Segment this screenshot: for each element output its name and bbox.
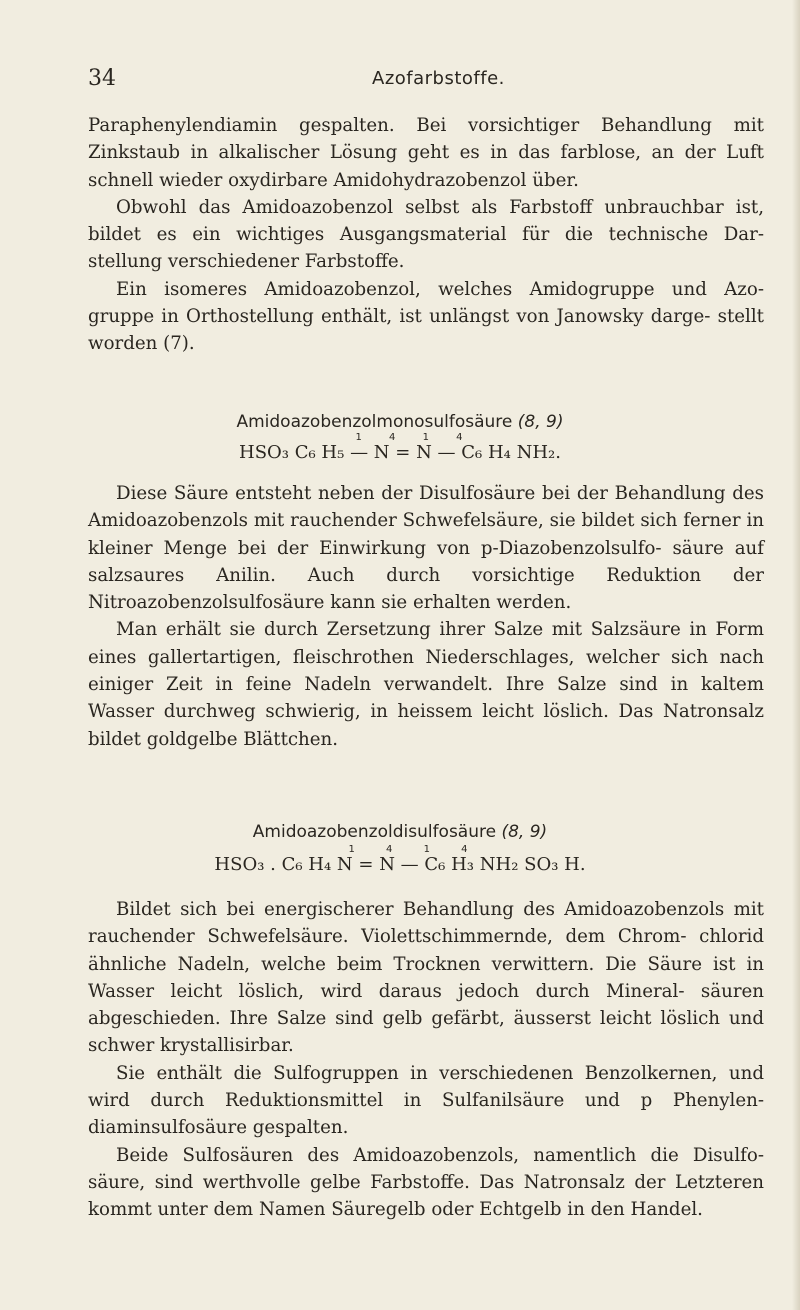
position-numbers-1: 1 4 1 4 xyxy=(355,432,475,443)
page-number: 34 xyxy=(88,66,116,91)
running-title: Azofarbstoffe. xyxy=(372,68,505,89)
position-numbers-2: 1 4 1 4 xyxy=(348,844,482,855)
chemical-formula-1: HSO₃ C₆ H₅ — N = N — C₆ H₄ NH₂. xyxy=(239,442,561,463)
text-block-1 xyxy=(88,112,764,358)
paragraph: Sie enthält die Sulfogruppen in verschiedenen Benzolkernen, und wird durch Reduktionsmittel in Sulfanilsäure und p Phenylen- diaminsulfosäure gespalten. xyxy=(88,1062,764,1139)
paragraph: Beide Sulfosäuren des Amidoazobenzols, namentlich die Disulfo- säure, sind werthvolle gelbe Farbstoffe. Das Natronsalz der Letzteren kommt unter dem Namen Säuregelb oder Echtgelb in den Handel. xyxy=(88,1144,764,1221)
paragraph: Ein isomeres Amidoazobenzol, welches Amidogruppe und Azo- gruppe in Orthostellung enthält, ist unlängst von Janowsky darge- stellt worden (7). xyxy=(88,278,764,355)
heading-text: Amidoazobenzoldisulfosäure xyxy=(252,822,497,842)
paragraph: Man erhält sie durch Zersetzung ihrer Salze mit Salzsäure in Form eines gallertartigen, fleischrothen Niederschlages, welcher sich nach einiger Zeit in feine Nadeln verwandelt. Ihre Salze sind in kaltem Wasser durchweg schwierig, in heissem leicht löslich. Das Natronsalz bildet goldgelbe Blättchen. xyxy=(88,619,764,750)
heading-refs: (8, 9) xyxy=(501,822,548,842)
text-block-3 xyxy=(88,896,764,1224)
section-heading-2 xyxy=(0,822,800,842)
paragraph: Bildet sich bei energischerer Behandlung des Amidoazobenzols mit rauchender Schwefelsäure. Violettschimmernde, dem Chrom- chlorid ähnliche Nadeln, welche beim Trocknen verwittern. Die Säure ist in Wasser leicht löslich, wird daraus jedoch durch Mineral- säuren abgeschieden. Ihre Salze sind gelb gefärbt, äusserst leicht löslich und schwer krystallisirbar. xyxy=(88,899,764,1057)
text-block-2 xyxy=(88,480,764,753)
page-edge-shadow xyxy=(792,0,800,1310)
heading-refs: (8, 9) xyxy=(517,412,564,432)
heading-text: Amidoazobenzolmonosulfosäure xyxy=(236,412,513,432)
paragraph: Obwohl das Amidoazobenzol selbst als Farbstoff unbrauchbar ist, bildet es ein wichtiges Ausgangsmaterial für die technische Dar- stellung verschiedener Farbstoffe. xyxy=(88,196,764,273)
paragraph: Diese Säure entsteht neben der Disulfosäure bei der Behandlung des Amidoazobenzols mit rauchender Schwefelsäure, sie bildet sich ferner in kleiner Menge bei der Einwirkung von p-Diazobenzolsulfo- säure auf salzsaures Anilin. Auch durch vorsichtige Reduktion der Nitroazobenzolsulfosäure kann sie erhalten werden. xyxy=(88,483,764,614)
chemical-formula-2: HSO₃ . C₆ H₄ N = N — C₆ H₃ NH₂ SO₃ H. xyxy=(214,854,586,875)
section-heading-1 xyxy=(0,412,800,432)
paragraph: Paraphenylendiamin gespalten. Bei vorsichtiger Behandlung mit Zinkstaub in alkalischer Lösung geht es in das farblose, an der Luft schnell wieder oxydirbare Amidohydrazobenzol über. xyxy=(88,115,764,191)
